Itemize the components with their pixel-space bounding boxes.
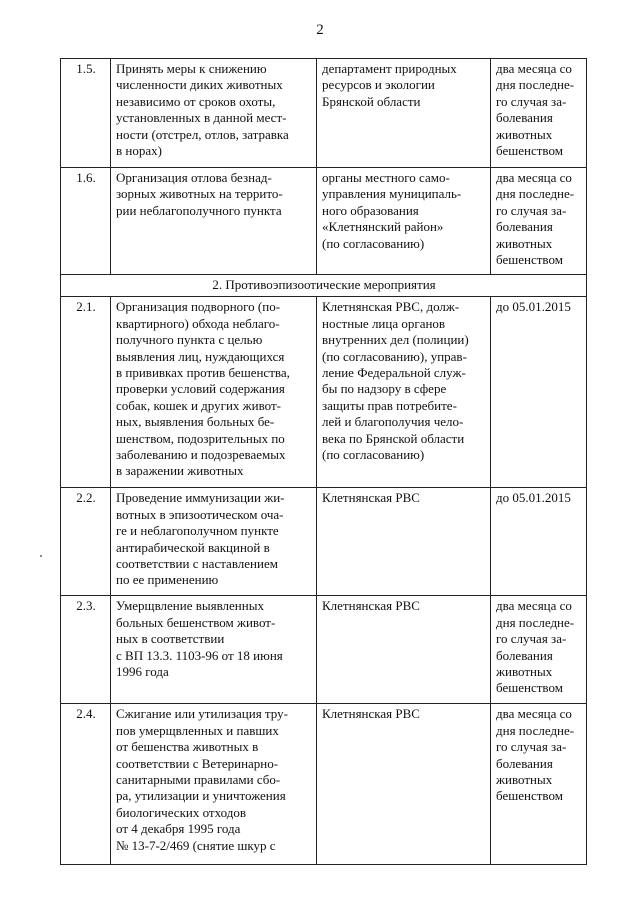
deadline-cell bbox=[491, 168, 587, 275]
measure-cell bbox=[111, 596, 317, 704]
table-row bbox=[61, 704, 587, 865]
deadline-cell bbox=[491, 297, 587, 488]
measure-text: Проведение иммунизации жи- вотных в эпизоотическом оча- ге и неблагополучном пункте антирабической вакциной в соответствии с наставлением по ее применению bbox=[116, 490, 285, 588]
responsible-text: Клетнянская РВС bbox=[322, 706, 420, 722]
deadline-cell bbox=[491, 488, 587, 596]
table-row bbox=[61, 168, 587, 275]
measure-cell bbox=[111, 488, 317, 596]
responsible-text: Клетнянская РВС bbox=[322, 598, 420, 614]
item-number: 2.3. bbox=[61, 596, 111, 704]
section-title: 2. Противоэпизоотические мероприятия bbox=[61, 275, 587, 297]
measure-text: Принять меры к снижению численности диких животных независимо от сроков охоты, установленных в данной мест- ности (отстрел, отлов, затравка в норах) bbox=[116, 61, 289, 159]
responsible-cell bbox=[317, 168, 491, 275]
responsible-cell bbox=[317, 297, 491, 488]
deadline-text: два месяца со дня последне- го случая за- болевания животных бешенством bbox=[496, 170, 575, 268]
table-row bbox=[61, 596, 587, 704]
responsible-text: органы местного само- управления муниципаль- ного образования «Клетнянский район» (по согласованию) bbox=[322, 170, 462, 251]
measure-text: Организация отлова безнад- зорных животных на террито- рии неблагополучного пункта bbox=[116, 170, 283, 218]
item-number: 2.2. bbox=[61, 488, 111, 596]
responsible-cell bbox=[317, 596, 491, 704]
responsible-cell bbox=[317, 59, 491, 168]
deadline-text: два месяца со дня последне- го случая за- болевания животных бешенством bbox=[496, 61, 575, 159]
item-number: 1.6. bbox=[61, 168, 111, 275]
measure-text: Организация подворного (по- квартирного) обхода неблаго- получного пункта с целью выявления лиц, нуждающихся в прививках против бешенства, проверки условий содержания собак, кошек и других живот- ных, выявления больных бе- шенством, подозрительных по заболеванию и подозреваемых в заражении животных bbox=[116, 299, 290, 479]
responsible-text: Клетнянская РВС, долж- ностные лица органов внутренних дел (полиции) (по согласованию), управ- ление Федеральной служ- бы по надзору в сфере защиты прав потребите- лей и благополучия чело- века по Брянской области (по согласованию) bbox=[322, 299, 469, 463]
scan-artifact-dot bbox=[40, 555, 42, 557]
item-number: 2.1. bbox=[61, 297, 111, 488]
deadline-text: два месяца со дня последне- го случая за- болевания животных бешенством bbox=[496, 598, 575, 696]
deadline-cell bbox=[491, 59, 587, 168]
measure-cell bbox=[111, 704, 317, 865]
measure-cell bbox=[111, 168, 317, 275]
measures-table bbox=[60, 58, 587, 865]
table-row bbox=[61, 59, 587, 168]
measure-cell bbox=[111, 297, 317, 488]
responsible-cell bbox=[317, 704, 491, 865]
measure-text: Умерщвление выявленных больных бешенством живот- ных в соответствии с ВП 13.3. 1103-96 от 18 июня 1996 года bbox=[116, 598, 283, 680]
responsible-text: Клетнянская РВС bbox=[322, 490, 420, 506]
deadline-text: два месяца со дня последне- го случая за- болевания животных бешенством bbox=[496, 706, 575, 804]
deadline-cell bbox=[491, 596, 587, 704]
measure-text: Сжигание или утилизация тру- пов умерщвленных и павших от бешенства животных в соответствии с Ветеринарно- санитарными правилами сбо- ра, утилизации и уничтожения биологических отходов от 4 декабря 1995 года № 13-7-2/469 (снятие шкур с bbox=[116, 706, 288, 853]
deadline-cell bbox=[491, 704, 587, 865]
deadline-text: до 05.01.2015 bbox=[496, 299, 571, 315]
deadline-text: до 05.01.2015 bbox=[496, 490, 571, 506]
table-row bbox=[61, 297, 587, 488]
section-header-row bbox=[61, 275, 587, 297]
responsible-text: департамент природных ресурсов и экологии Брянской области bbox=[322, 61, 457, 109]
item-number: 2.4. bbox=[61, 704, 111, 865]
page-number: 2 bbox=[316, 22, 324, 38]
item-number: 1.5. bbox=[61, 59, 111, 168]
measure-cell bbox=[111, 59, 317, 168]
responsible-cell bbox=[317, 488, 491, 596]
table-row bbox=[61, 488, 587, 596]
